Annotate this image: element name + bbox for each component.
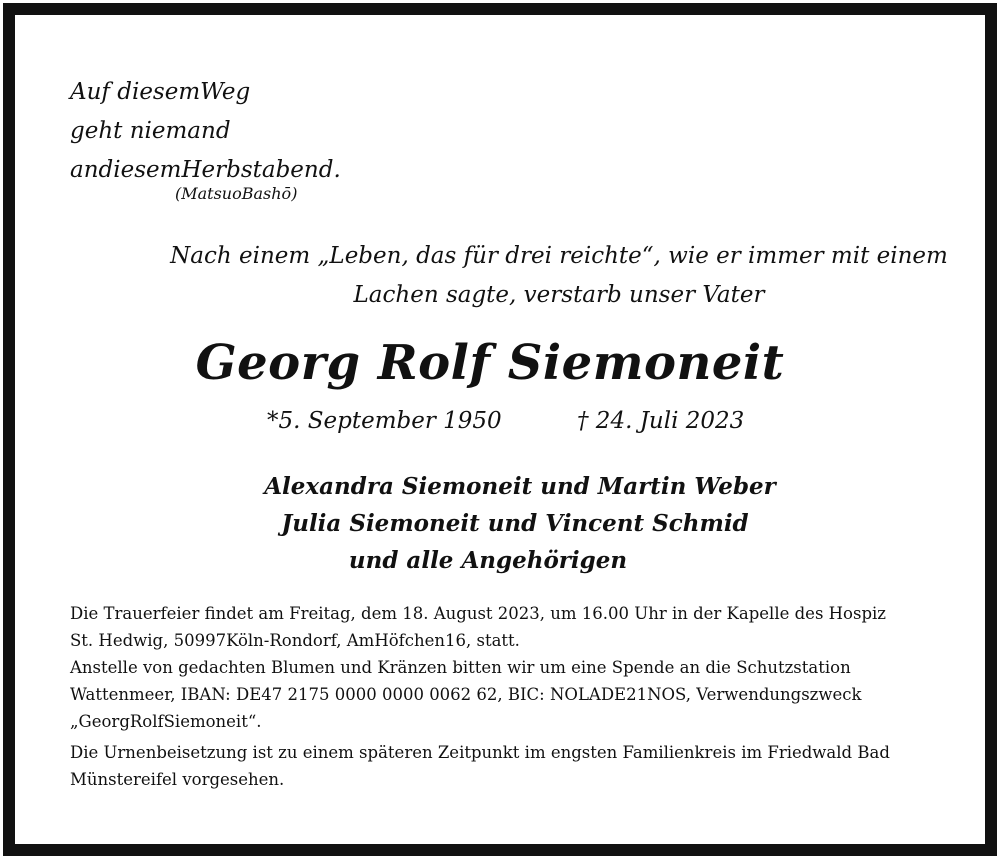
notice-line: Die Urnenbeisetzung ist zu einem späteren Zeitpunkt im engsten Familienkreis im Friedwald Bad	[70, 743, 890, 762]
deceased-name: Georg Rolf Siemoneit	[195, 335, 785, 391]
notice-paragraph-donation	[70, 654, 970, 735]
mourner-line: Julia Siemoneit und Vincent Schmid	[281, 510, 749, 537]
intro-text	[15, 237, 985, 315]
mourner-line: Alexandra Siemoneit und Martin Weber	[264, 473, 776, 500]
notice-line: St. Hedwig, 50997Köln-Rondorf, AmHöfchen16, statt.	[70, 631, 520, 650]
notice-line: Münstereifel vorgesehen.	[70, 770, 285, 789]
notice-line: Die Trauerfeier findet am Freitag, dem 18. August 2023, um 16.00 Uhr in der Kapelle des Hospiz	[70, 604, 886, 623]
poem	[70, 73, 341, 190]
poem-line: geht niemand	[70, 118, 231, 144]
mourner-line: und alle Angehörigen	[348, 547, 628, 574]
notice-line: „GeorgRolfSiemoneit“.	[70, 712, 262, 731]
birth-date: *5. September 1950	[267, 408, 502, 434]
mourners-list	[15, 468, 985, 579]
notice-paragraph-service	[70, 600, 970, 654]
poem-author: (MatsuoBashō)	[175, 184, 298, 203]
notice-paragraph-burial	[70, 739, 970, 793]
notice-line: Wattenmeer, IBAN: DE47 2175 0000 0000 0062 62, BIC: NOLADE21NOS, Verwendungszweck	[70, 685, 862, 704]
poem-line: andiesemHerbstabend.	[70, 157, 341, 183]
notice-line: Anstelle von gedachten Blumen und Kränzen bitten wir um eine Spende an die Schutzstation	[70, 658, 851, 677]
funeral-notice	[70, 600, 970, 793]
death-date: † 24. Juli 2023	[577, 408, 745, 434]
intro-line: Nach einem „Leben, das für drei reichte“, wie er immer mit einem	[170, 243, 948, 269]
poem-line: Auf diesemWeg	[70, 79, 251, 105]
intro-line: Lachen sagte, verstarb unser Vater	[353, 282, 765, 308]
obituary-frame	[3, 3, 997, 856]
